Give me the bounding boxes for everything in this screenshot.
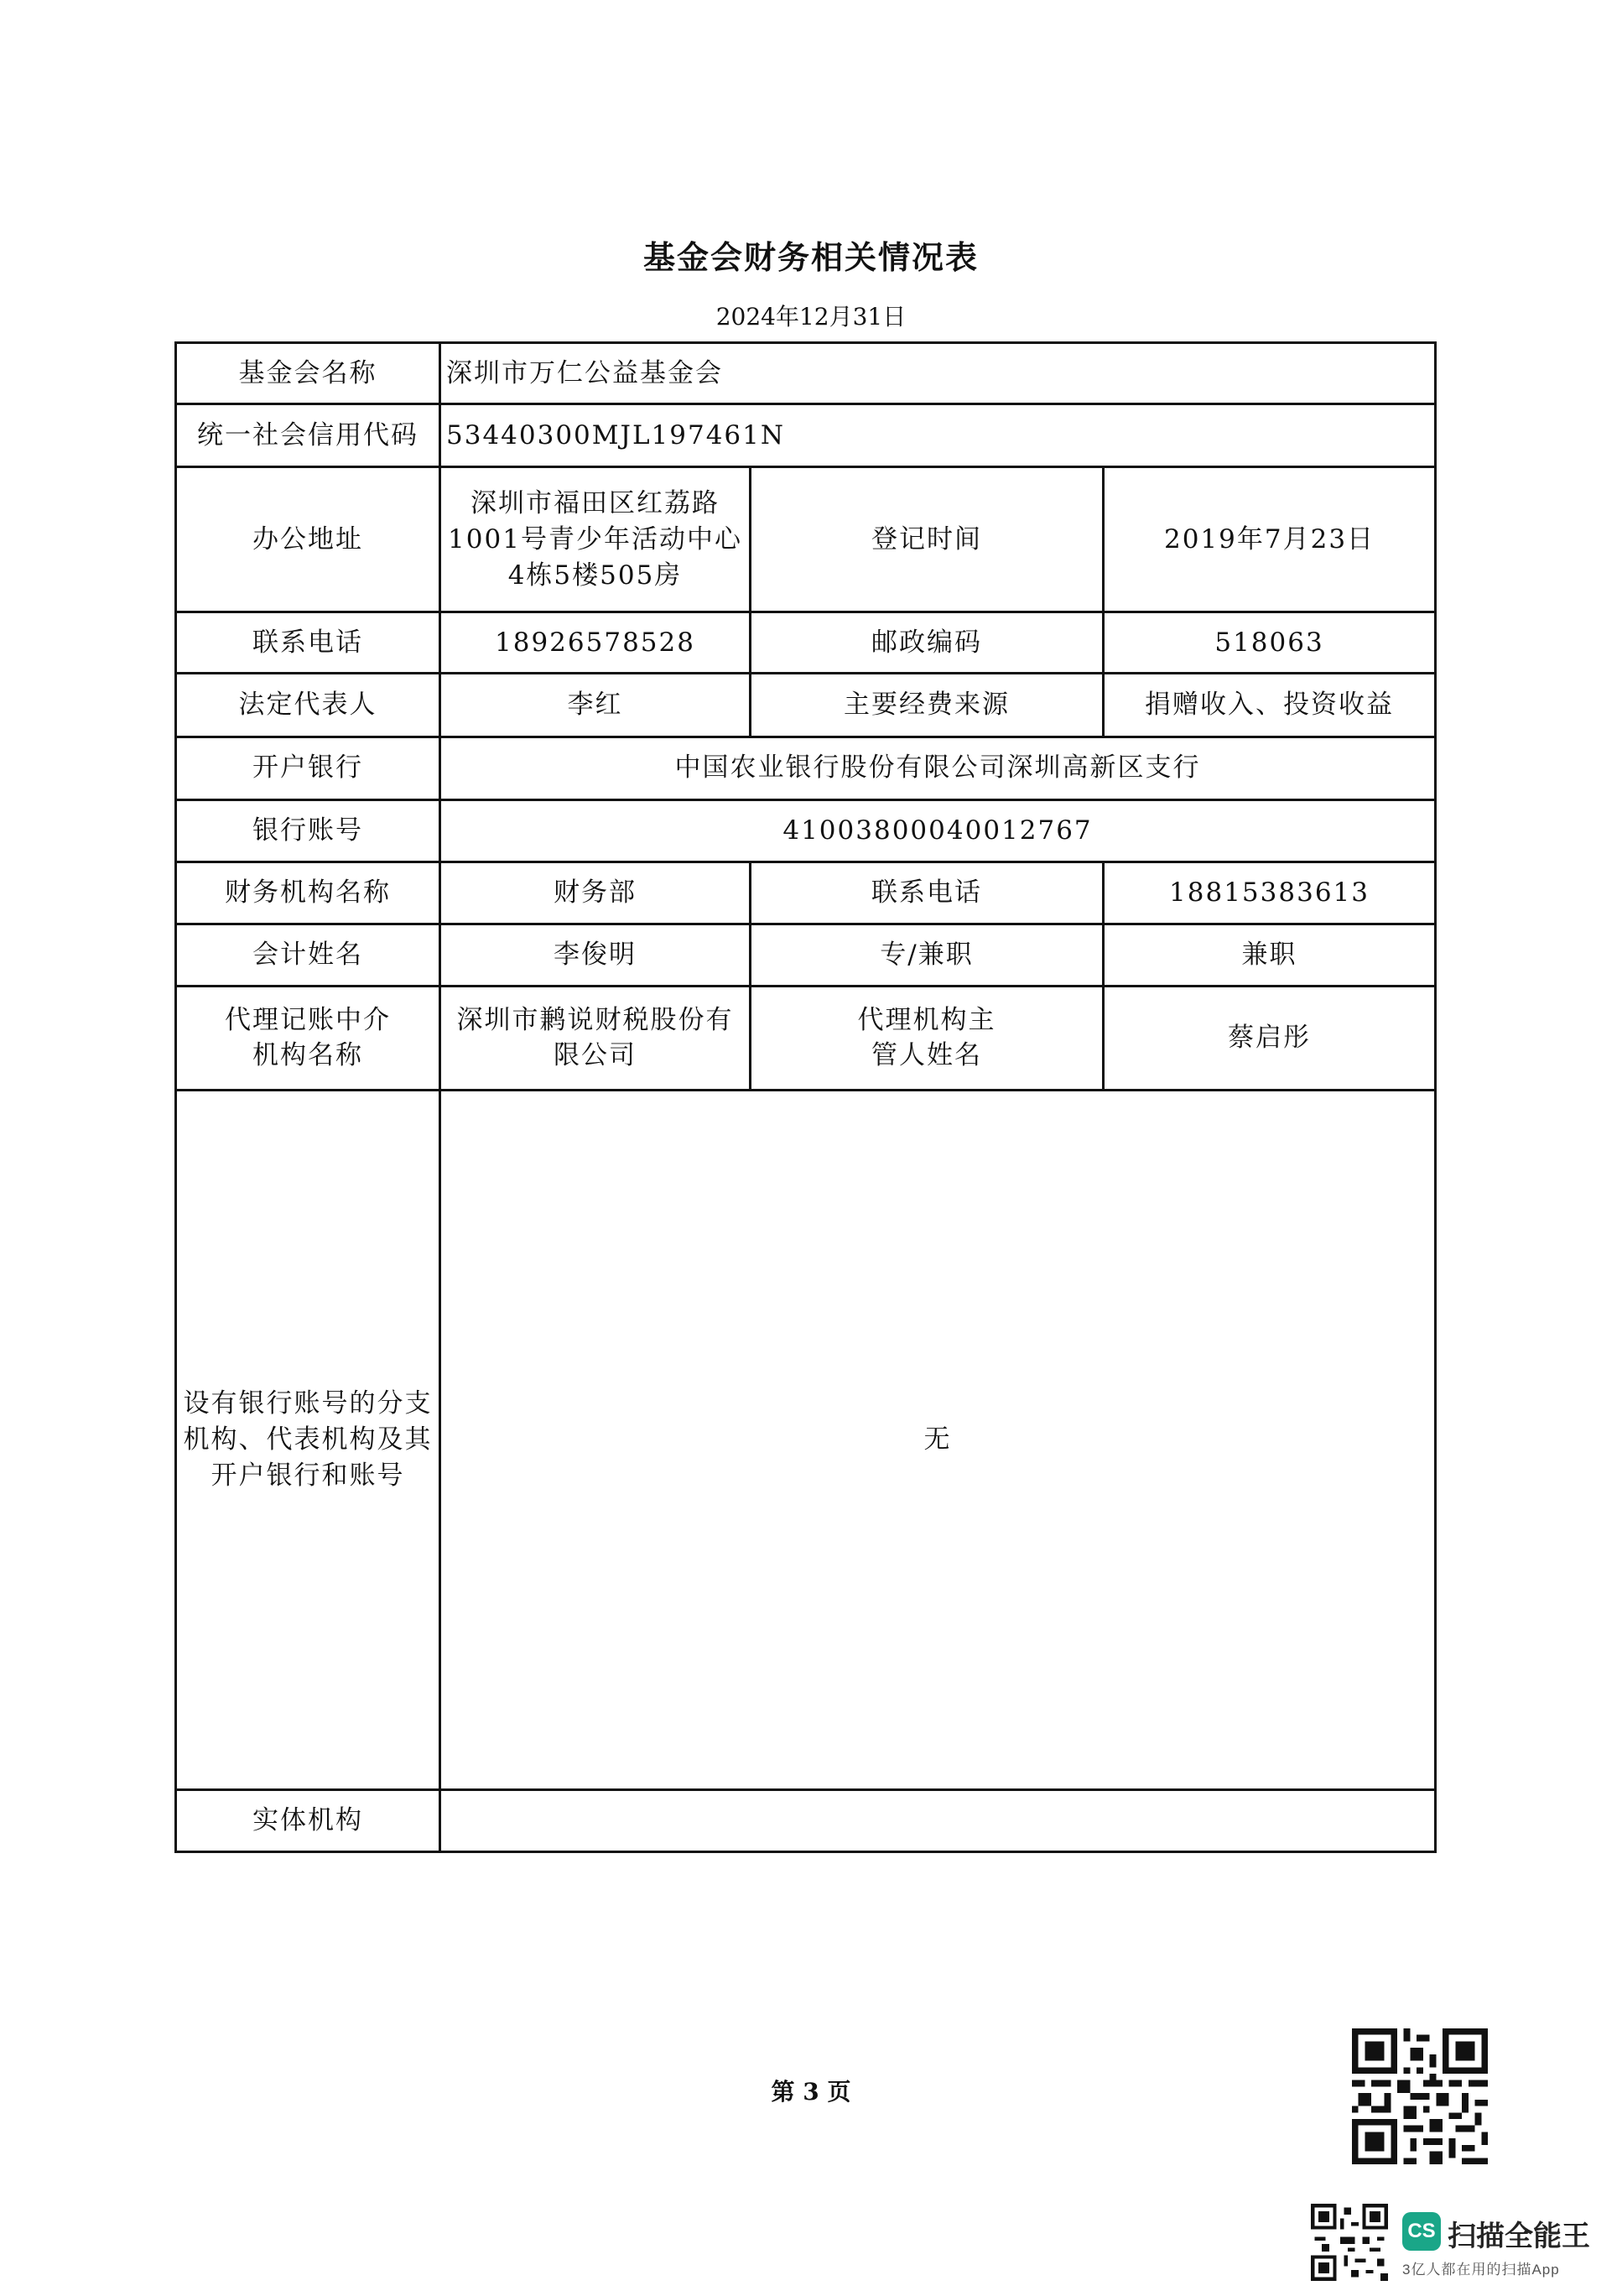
table-row [176, 404, 1436, 467]
fulltime-label: 专/兼职 [751, 924, 1104, 986]
table-row [176, 924, 1436, 986]
finance-info-table [174, 341, 1437, 1853]
entity-value [440, 1789, 1436, 1851]
accountant-value: 李俊明 [440, 924, 751, 986]
bank-value: 中国农业银行股份有限公司深圳高新区支行 [440, 737, 1436, 799]
name-value: 深圳市万仁公益基金会 [440, 343, 1436, 404]
legal-rep-value: 李红 [440, 674, 751, 737]
registration-time-value: 2019年7月23日 [1104, 467, 1436, 612]
finance-dept-label: 财务机构名称 [176, 862, 440, 924]
entity-label: 实体机构 [176, 1789, 440, 1851]
table-row [176, 986, 1436, 1090]
report-date: 2024年12月31日 [715, 303, 907, 331]
finance-phone-label: 联系电话 [751, 862, 1104, 924]
agency-head-value: 蔡启彤 [1104, 986, 1436, 1090]
address-label: 办公地址 [176, 467, 440, 612]
funding-source-label: 主要经费来源 [751, 674, 1104, 737]
credit-code-label: 统一社会信用代码 [176, 404, 440, 467]
scanner-app-name: 扫描全能王 [1448, 2221, 1590, 2252]
postcode-label: 邮政编码 [751, 612, 1104, 674]
finance-dept-value: 财务部 [440, 862, 751, 924]
camscanner-logo-icon: CS [1402, 2212, 1441, 2251]
table-row [176, 612, 1436, 674]
accountant-label: 会计姓名 [176, 924, 440, 986]
legal-rep-label: 法定代表人 [176, 674, 440, 737]
table-row [176, 674, 1436, 737]
scanner-app-slogan: 3亿人都在用的扫描App [1402, 2262, 1560, 2278]
account-label: 银行账号 [176, 799, 440, 862]
finance-phone-value: 18815383613 [1104, 862, 1436, 924]
postcode-value: 518063 [1104, 612, 1436, 674]
name-label: 基金会名称 [176, 343, 440, 404]
agency-value: 深圳市鹣说财税股份有限公司 [440, 986, 751, 1090]
agency-head-label: 代理机构主管人姓名 [751, 986, 1104, 1090]
table-row [176, 862, 1436, 924]
table-row [176, 1090, 1436, 1789]
table-row [176, 799, 1436, 862]
qr-code-icon [1352, 2028, 1488, 2164]
page-number: 第 3 页 [771, 2078, 851, 2106]
qr-code-small-icon [1311, 2204, 1388, 2281]
phone-value: 18926578528 [440, 612, 751, 674]
agency-label: 代理记账中介机构名称 [176, 986, 440, 1090]
table-row [176, 737, 1436, 799]
branch-value: 无 [440, 1090, 1436, 1789]
credit-code-value: 53440300MJL197461N [440, 404, 1436, 467]
account-value: 41003800040012767 [440, 799, 1436, 862]
funding-source-value: 捐赠收入、投资收益 [1104, 674, 1436, 737]
bank-label: 开户银行 [176, 737, 440, 799]
table-row [176, 343, 1436, 404]
fulltime-value: 兼职 [1104, 924, 1436, 986]
registration-time-label: 登记时间 [751, 467, 1104, 612]
branch-label: 设有银行账号的分支机构、代表机构及其开户银行和账号 [176, 1090, 440, 1789]
page-title: 基金会财务相关情况表 [642, 238, 979, 276]
address-value: 深圳市福田区红荔路1001号青少年活动中心4栋5楼505房 [440, 467, 751, 612]
table-row [176, 1789, 1436, 1851]
phone-label: 联系电话 [176, 612, 440, 674]
table-row [176, 467, 1436, 612]
